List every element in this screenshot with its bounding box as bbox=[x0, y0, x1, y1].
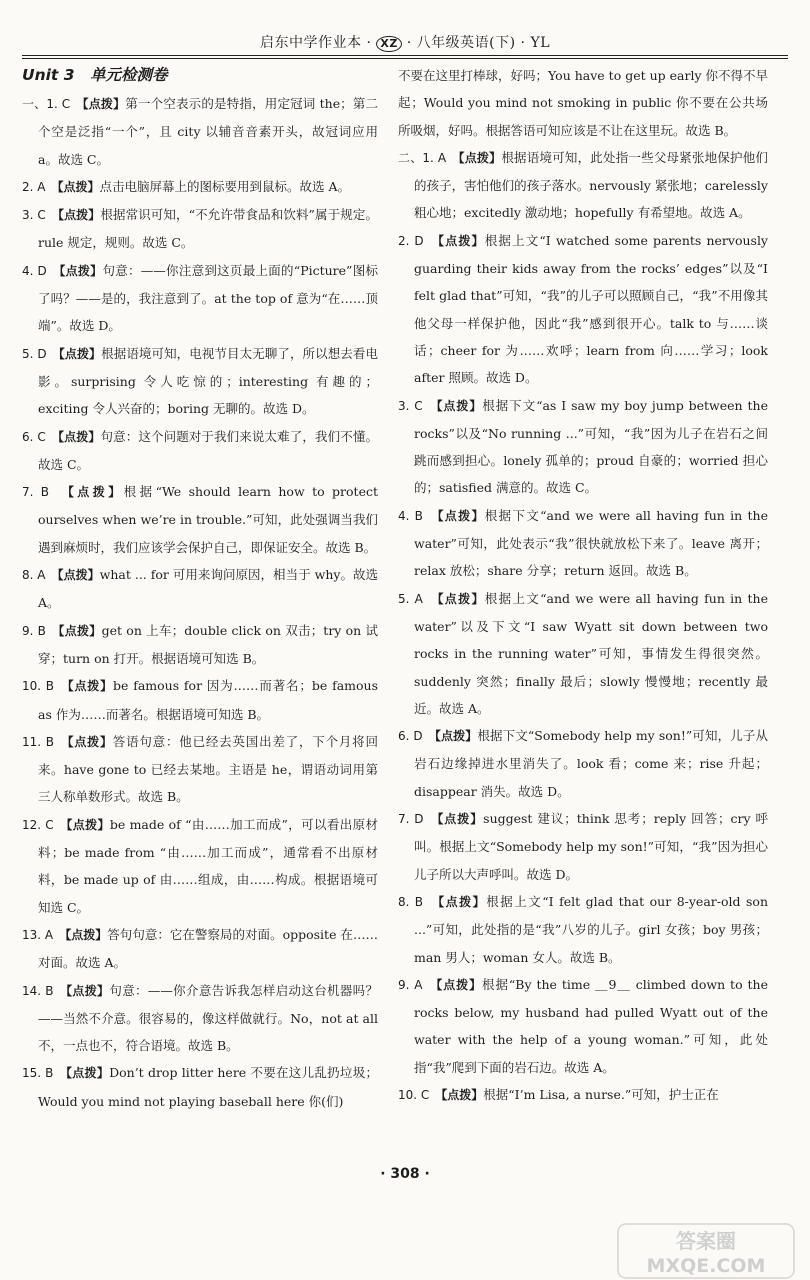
left-answer-list bbox=[22, 90, 378, 1115]
answer-number: 6. C bbox=[22, 429, 58, 444]
answer-number: 4. D bbox=[22, 263, 60, 278]
answer-item bbox=[22, 173, 378, 201]
left-column bbox=[22, 62, 378, 1115]
answer-item bbox=[22, 811, 378, 921]
hint-tag: 【点拨】 bbox=[65, 927, 108, 942]
hint-tag: 【点拨】 bbox=[437, 812, 484, 827]
hint-tag: 【点拨】 bbox=[436, 398, 483, 413]
answer-explanation: 根据“By the time ＿9＿ climbed down to the rocks below, my husband had pulled Wyatt out of the water with the help of a young woman.”可知，此处指“我”爬到下面的岩石边。故选 A。 bbox=[414, 976, 768, 1075]
answer-number: 9. A bbox=[398, 977, 437, 992]
answer-item bbox=[22, 921, 378, 977]
answer-item bbox=[22, 257, 378, 340]
answer-item bbox=[22, 1059, 378, 1115]
answer-number: 5. D bbox=[22, 346, 59, 361]
answer-explanation: 第一个空表示的是特指，用定冠词 the；第二个空是泛指“一个”，且 city 以辅音音素开头，故冠词应用 a。故选 C。 bbox=[38, 96, 378, 167]
page-number: · 308 · bbox=[380, 1166, 430, 1182]
hint-tag: 【点拨】 bbox=[58, 346, 102, 361]
answer-item bbox=[398, 62, 768, 144]
answer-number: 二、1. A bbox=[398, 150, 459, 165]
answer-explanation: 答句句意：它在警察局的对面。opposite 在……对面。故选 A。 bbox=[38, 926, 378, 971]
answer-number: 5. A bbox=[398, 591, 438, 606]
answer-explanation: be made of “由……加工而成”，可以看出原材料；be made from “由……加工而成”，通常看不出原材料，be made up of 由……组成，由……构成。根据语境可知选 C。 bbox=[38, 816, 378, 915]
answer-explanation: suggest 建议；think 思考；reply 回答；cry 呼叫。根据上文“Somebody help my son!”可知，“我”因为担心儿子所以大声呼叫。故选 D。 bbox=[414, 811, 768, 882]
answer-explanation: 根据语境可知，电视节目太无聊了，所以想去看电影。surprising 令人吃惊的；interesting 有趣的；exciting 令人兴奋的；boring 无聊的。故选 D。 bbox=[38, 345, 378, 417]
hint-tag: 【点拨】 bbox=[82, 97, 126, 111]
answer-number: 8. B bbox=[398, 894, 439, 909]
header-rule bbox=[22, 55, 788, 56]
answer-explanation: 根据常识可知，“不允许带食品和饮料”属于规定。rule 规定，规则。故选 C。 bbox=[38, 207, 378, 251]
hint-tag: 【点拨】 bbox=[437, 591, 485, 606]
answer-item bbox=[398, 392, 768, 502]
hint-tag: 【点拨】 bbox=[437, 508, 485, 523]
hint-tag: 【点拨】 bbox=[67, 679, 113, 694]
answer-item bbox=[398, 722, 768, 805]
answer-item bbox=[22, 340, 378, 423]
hint-tag: 【点拨】 bbox=[58, 623, 102, 638]
hint-tag: 【点拨】 bbox=[67, 734, 113, 749]
answer-number: 一、1. C bbox=[22, 97, 83, 111]
hint-tag: 【点拨】 bbox=[438, 894, 487, 909]
hint-tag: 【点拨】 bbox=[58, 429, 101, 444]
header-suffix: · 八年级英语(下) · YL bbox=[401, 35, 550, 51]
answer-explanation: 根据语境可知，此处指一些父母紧张地保护他们的孩子，害怕他们的孩子落水。nervously 紧张地；carelessly 粗心地；excitedly 激动地；hopefully 有希望地。故选 A。 bbox=[414, 149, 768, 221]
hint-tag: 【点拨】 bbox=[436, 977, 483, 992]
answer-explanation: Don’t drop litter here 不要在这儿乱扔垃圾；Would you mind not playing baseball here 你(们) bbox=[38, 1065, 378, 1109]
svg-text:答案圈: 答案圈 bbox=[676, 1229, 736, 1253]
answer-number: 13. A bbox=[22, 927, 66, 942]
answer-explanation: 根据下文“Somebody help my son!”可知，儿子从岩石边缘掉进水里消失了。look 看；come 来；rise 升起；disappear 消失。故选 D。 bbox=[414, 728, 768, 799]
xz-badge-icon: XZ bbox=[376, 36, 401, 52]
answer-explanation: 不要在这里打棒球，好吗；You have to get up early 你不得不早起；Would you mind not smoking in public 你不要在公共场所吸烟，好吗。根据答语可知应该是不让在这里玩。故选 B。 bbox=[398, 68, 768, 138]
answer-item bbox=[398, 502, 768, 585]
answer-number: 9. B bbox=[22, 623, 59, 638]
watermark-logo-icon bbox=[616, 1222, 796, 1280]
answer-number: 11. B bbox=[22, 734, 68, 749]
answer-explanation: 根据上文“and we were all having fun in the water”以及下文“I saw Wyatt sit down between two rocks in the running water”可知，事情发生得很突然。suddenly 突然；finally 最后；slowly 慢慢地；recently 最近。故选 A。 bbox=[414, 590, 768, 716]
answer-number: 15. B bbox=[22, 1066, 66, 1081]
answer-item bbox=[22, 672, 378, 728]
answer-number: 2. D bbox=[398, 233, 439, 248]
answer-item bbox=[398, 805, 768, 888]
answer-item bbox=[22, 728, 378, 811]
answer-number: 7. B bbox=[22, 485, 68, 500]
answer-explanation: what ... for 可用来询问原因，相当于 why。故选 A。 bbox=[38, 567, 378, 611]
answer-number: 6. D bbox=[398, 729, 435, 744]
answer-explanation: 句意：——你注意到这页最上面的“Picture”图标了吗？——是的，我注意到了。at the top of 意为“在……顶端”。故选 D。 bbox=[38, 262, 378, 334]
answer-explanation: 根据下文“and we were all having fun in the water”可知，此处表示“我”很快就放松下来了。leave 离开；relax 放松；share 分享；return 返回。故选 B。 bbox=[414, 507, 768, 579]
unit-title: Unit 3 单元检测卷 bbox=[22, 66, 168, 84]
answer-item bbox=[398, 585, 768, 722]
right-column bbox=[398, 62, 768, 1109]
answer-explanation: 根据上文“I watched some parents nervously guarding their kids away from the rocks’ edges”以及“I felt glad that”可知，“我”的儿子可以照顾自己，“我”不用像其他父母一样保护他，因此“我”感到很开心。talk to 与……谈话；cheer for 为……欢呼；learn from 向……学习；look after 照顾。故选 D。 bbox=[414, 232, 768, 386]
answer-item bbox=[22, 201, 378, 257]
answer-explanation: 根据“We should learn how to protect ourselves when we’re in trouble.”可知，此处强调当我们遇到麻烦时，我们应该学会保护自己，即保证安全。故选 B。 bbox=[38, 484, 378, 555]
answer-number: 12. C bbox=[22, 817, 67, 832]
answer-number: 10. C bbox=[398, 1087, 442, 1102]
answer-item bbox=[398, 971, 768, 1081]
header-prefix: 启东中学作业本 · bbox=[260, 35, 377, 51]
answer-item bbox=[22, 90, 378, 173]
hint-tag: 【点拨】 bbox=[458, 150, 502, 165]
answer-number: 2. A bbox=[22, 179, 58, 194]
answer-number: 3. C bbox=[22, 208, 58, 223]
hint-tag: 【点拨】 bbox=[59, 263, 103, 278]
answer-explanation: 句意：——你介意告诉我怎样启动这台机器吗？——当然不介意。很容易的，像这样做就行。No，not at all 不，一点也不，符合语境。故选 B。 bbox=[38, 982, 378, 1054]
answer-number: 7. D bbox=[398, 812, 438, 827]
answer-explanation: be famous for 因为……而著名；be famous as 作为……而著名。根据语境可知选 B。 bbox=[38, 678, 378, 722]
hint-tag: 【点拨】 bbox=[66, 817, 110, 832]
answer-number: 14. B bbox=[22, 983, 67, 998]
answer-item bbox=[22, 478, 378, 561]
hint-tag: 【点拨】 bbox=[434, 729, 478, 744]
answer-number: 3. C bbox=[398, 398, 437, 413]
answer-explanation: 答语句意：他已经去英国出差了，下个月将回来。have gone to 已经去某地。主语是 he，谓语动词用第三人称单数形式。故选 B。 bbox=[38, 733, 378, 805]
answer-number: 10. B bbox=[22, 679, 68, 694]
answer-explanation: 根据下文“as I saw my boy jump between the rocks”以及“No running ...”可知，“我”因为儿子在岩石之间跳而感到担心。lonely 孤单的；proud 自豪的；worried 担心的；satisfied 满意的。故选 C。 bbox=[414, 397, 768, 496]
hint-tag: 【点拨】 bbox=[66, 983, 110, 998]
answer-item bbox=[398, 144, 768, 227]
hint-tag: 【点拨】 bbox=[57, 179, 100, 194]
running-header bbox=[0, 32, 810, 52]
hint-tag: 【点拨】 bbox=[57, 208, 101, 223]
answer-number: 8. A bbox=[22, 568, 58, 583]
header-rule-thin bbox=[22, 58, 788, 59]
hint-tag: 【点拨】 bbox=[438, 233, 485, 248]
answer-item bbox=[22, 423, 378, 479]
answer-item bbox=[22, 617, 378, 673]
hint-tag: 【点拨】 bbox=[441, 1087, 484, 1102]
hint-tag: 【点拨】 bbox=[57, 568, 100, 583]
answer-explanation: 根据“I’m Lisa, a nurse.”可知，护士正在 bbox=[483, 1086, 719, 1102]
answer-item bbox=[22, 561, 378, 617]
right-answer-list bbox=[398, 62, 768, 1109]
answer-item bbox=[22, 977, 378, 1060]
answer-number: 4. B bbox=[398, 508, 438, 523]
answer-item bbox=[398, 888, 768, 971]
answer-item bbox=[398, 227, 768, 392]
answer-explanation: 点击电脑屏幕上的图标要用到鼠标。故选 A。 bbox=[99, 178, 351, 194]
svg-text:MXQE.COM: MXQE.COM bbox=[646, 1255, 766, 1277]
answer-explanation: 句意：这个问题对于我们来说太难了，我们不懂。故选 C。 bbox=[38, 428, 378, 472]
hint-tag: 【点拨】 bbox=[65, 1066, 110, 1081]
answer-explanation: 根据上文“I felt glad that our 8-year-old son ...”可知，此处指的是“我”八岁的儿子。girl 女孩；boy 男孩；man 男人；woman 女人。故选 B。 bbox=[414, 893, 768, 965]
answer-item bbox=[398, 1081, 768, 1109]
answer-explanation: get on 上车；double click on 双击；try on 试穿；turn on 打开。根据语境可知选 B。 bbox=[38, 622, 378, 666]
hint-tag: 【点拨】 bbox=[67, 485, 124, 500]
